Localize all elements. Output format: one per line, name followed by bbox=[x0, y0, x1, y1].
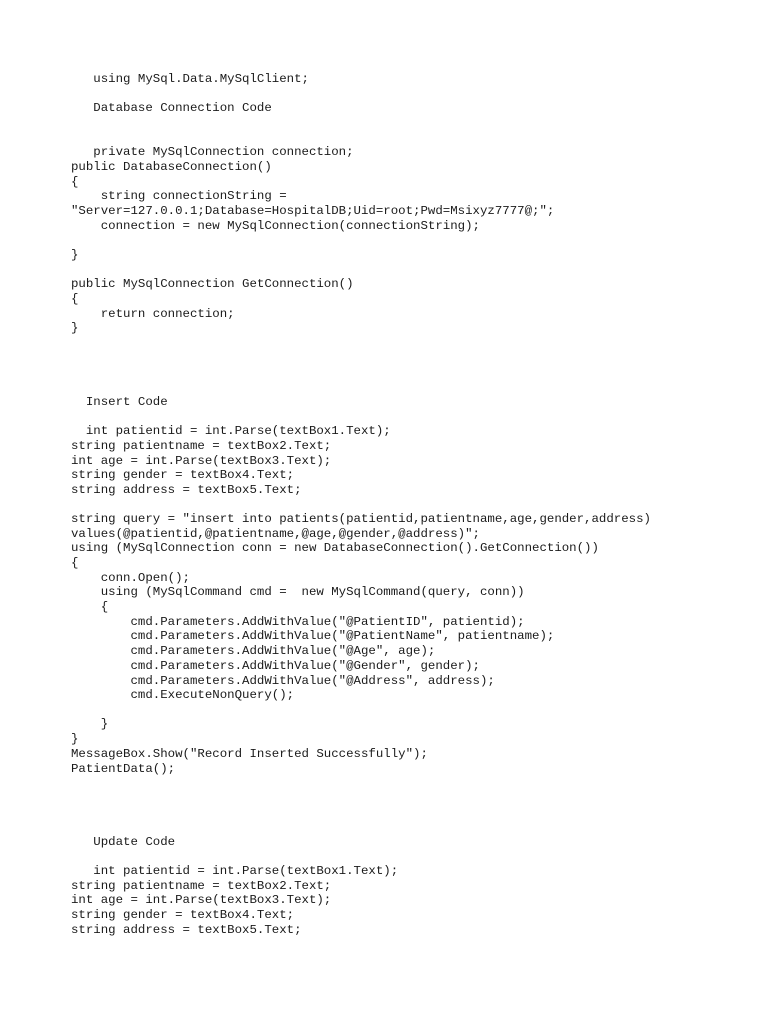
code-line: string gender = textBox4.Text; bbox=[71, 908, 295, 922]
code-line: int age = int.Parse(textBox3.Text); bbox=[71, 893, 332, 907]
code-line: { bbox=[71, 600, 109, 614]
code-line: } bbox=[71, 321, 79, 335]
code-line: string gender = textBox4.Text; bbox=[71, 468, 295, 482]
code-line: connection = new MySqlConnection(connectionString); bbox=[71, 219, 480, 233]
section-title-update: Update Code bbox=[71, 835, 176, 849]
section-title-connection: Database Connection Code bbox=[71, 101, 272, 115]
code-line: int age = int.Parse(textBox3.Text); bbox=[71, 454, 332, 468]
code-line: cmd.ExecuteNonQuery(); bbox=[71, 688, 295, 702]
code-line: conn.Open(); bbox=[71, 571, 190, 585]
code-line: { bbox=[71, 556, 79, 570]
code-line: cmd.Parameters.AddWithValue("@Age", age); bbox=[71, 644, 436, 658]
code-line: cmd.Parameters.AddWithValue("@PatientName", patientname); bbox=[71, 629, 555, 643]
code-line: } bbox=[71, 732, 79, 746]
code-line: int patientid = int.Parse(textBox1.Text); bbox=[71, 424, 391, 438]
code-line: private MySqlConnection connection; bbox=[71, 145, 354, 159]
code-line: MessageBox.Show("Record Inserted Successfully"); bbox=[71, 747, 428, 761]
code-line: using (MySqlConnection conn = new DatabaseConnection().GetConnection()) bbox=[71, 541, 599, 555]
code-line: string address = textBox5.Text; bbox=[71, 483, 302, 497]
code-line: string patientname = textBox2.Text; bbox=[71, 879, 332, 893]
code-line: values(@patientid,@patientname,@age,@gender,@address)"; bbox=[71, 527, 480, 541]
code-line: { bbox=[71, 292, 79, 306]
code-line: int patientid = int.Parse(textBox1.Text); bbox=[71, 864, 399, 878]
code-line: using (MySqlCommand cmd = new MySqlCommand(query, conn)) bbox=[71, 585, 525, 599]
code-line: string query = "insert into patients(patientid,patientname,age,gender,address) bbox=[71, 512, 651, 526]
code-line: public DatabaseConnection() bbox=[71, 160, 272, 174]
code-line: "Server=127.0.0.1;Database=HospitalDB;Uid=root;Pwd=Msixyz7777@;"; bbox=[71, 204, 555, 218]
code-line: } bbox=[71, 248, 79, 262]
code-line: string patientname = textBox2.Text; bbox=[71, 439, 332, 453]
code-line: cmd.Parameters.AddWithValue("@Address", address); bbox=[71, 674, 495, 688]
code-line: cmd.Parameters.AddWithValue("@Gender", gender); bbox=[71, 659, 480, 673]
code-line: { bbox=[71, 175, 79, 189]
code-line: cmd.Parameters.AddWithValue("@PatientID", patientid); bbox=[71, 615, 525, 629]
using-directive: using MySql.Data.MySqlClient; bbox=[71, 72, 309, 86]
code-line: string connectionString = bbox=[71, 189, 287, 203]
section-title-insert: Insert Code bbox=[71, 395, 168, 409]
code-line: string address = textBox5.Text; bbox=[71, 923, 302, 937]
code-line: public MySqlConnection GetConnection() bbox=[71, 277, 354, 291]
code-line: } bbox=[71, 717, 109, 731]
code-line: return connection; bbox=[71, 307, 235, 321]
code-line: PatientData(); bbox=[71, 762, 176, 776]
